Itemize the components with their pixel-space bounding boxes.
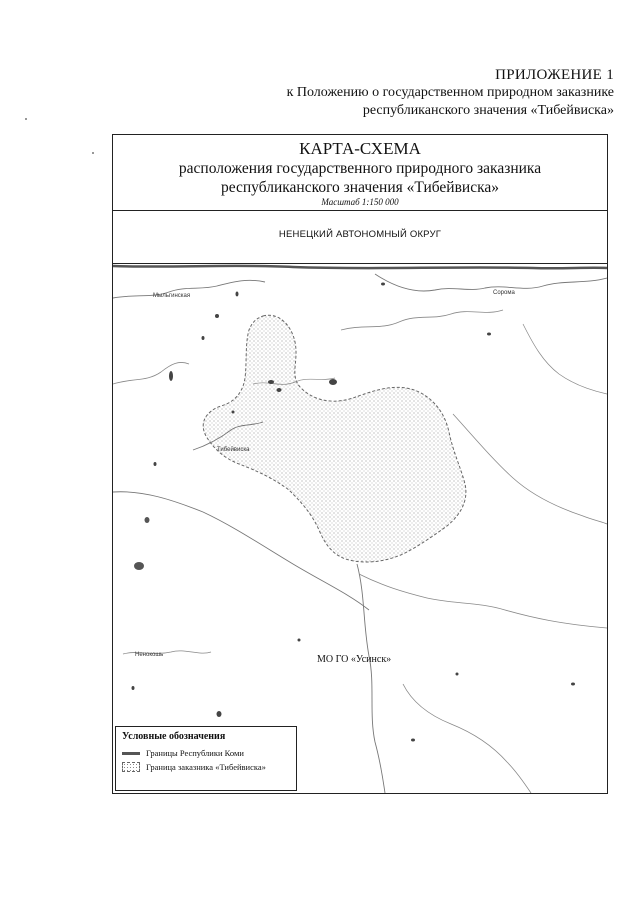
river [341, 310, 503, 330]
lake [169, 371, 173, 381]
region-north-label: НЕНЕЦКИЙ АВТОНОМНЫЙ ОКРУГ [278, 229, 442, 240]
lake [202, 336, 205, 340]
lake [411, 739, 415, 742]
map-scale: Масштаб 1:150 000 [321, 197, 399, 207]
map-legend [115, 726, 297, 791]
lake [277, 388, 282, 392]
scan-speck [92, 152, 94, 154]
legend-item-label: Границы Республики Коми [146, 748, 244, 758]
region-south-label: МО ГО «Усинск» [317, 654, 392, 665]
map-svg [113, 264, 607, 793]
place-label: Мыльгинская [153, 293, 191, 299]
lake [268, 380, 274, 384]
lake [134, 562, 144, 570]
lake [217, 711, 222, 717]
lake [487, 333, 491, 336]
reserve-area-symbol [122, 762, 140, 772]
lake [456, 673, 459, 676]
border-line-symbol [122, 752, 140, 755]
legend-item-label: Граница заказника «Тибейвиска» [146, 762, 266, 772]
lake [132, 686, 135, 690]
map-area [113, 264, 607, 793]
map-title-line-2: республиканского значения «Тибейвиска» [220, 179, 500, 196]
map-frame [112, 134, 608, 794]
river [403, 684, 531, 793]
river [357, 564, 385, 793]
komi-border-line [113, 266, 607, 268]
legend-item [122, 748, 290, 758]
lake [215, 314, 219, 318]
river [113, 362, 189, 384]
river [359, 574, 607, 628]
lake [154, 462, 157, 466]
scan-speck [25, 118, 27, 120]
place-label: Сорома [493, 290, 515, 296]
place-label: Тибейвиска [217, 447, 250, 453]
legend-item [122, 762, 290, 772]
lake [298, 639, 301, 642]
map-heading: КАРТА-СХЕМА [299, 139, 421, 158]
appendix-line-1: к Положению о государственном природном заказнике [286, 85, 614, 100]
map-title-line-1: расположения государственного природного заказника [178, 160, 542, 177]
lake [329, 379, 337, 385]
lake [571, 683, 575, 686]
neighbor-region-block [113, 211, 607, 264]
map-title-block [113, 135, 607, 211]
lake [236, 292, 239, 297]
lake [232, 411, 235, 414]
place-label: Ненокошь [135, 652, 164, 658]
reserve-boundary [203, 315, 466, 562]
river [453, 414, 607, 524]
appendix-title: ПРИЛОЖЕНИЕ 1 [495, 67, 614, 83]
river [523, 324, 607, 394]
lake [381, 283, 385, 286]
appendix-header [287, 66, 614, 120]
appendix-line-2: республиканского значения «Тибейвиска» [362, 103, 614, 118]
lake [145, 517, 150, 523]
legend-title: Условные обозначения [122, 731, 226, 742]
river [375, 274, 607, 291]
